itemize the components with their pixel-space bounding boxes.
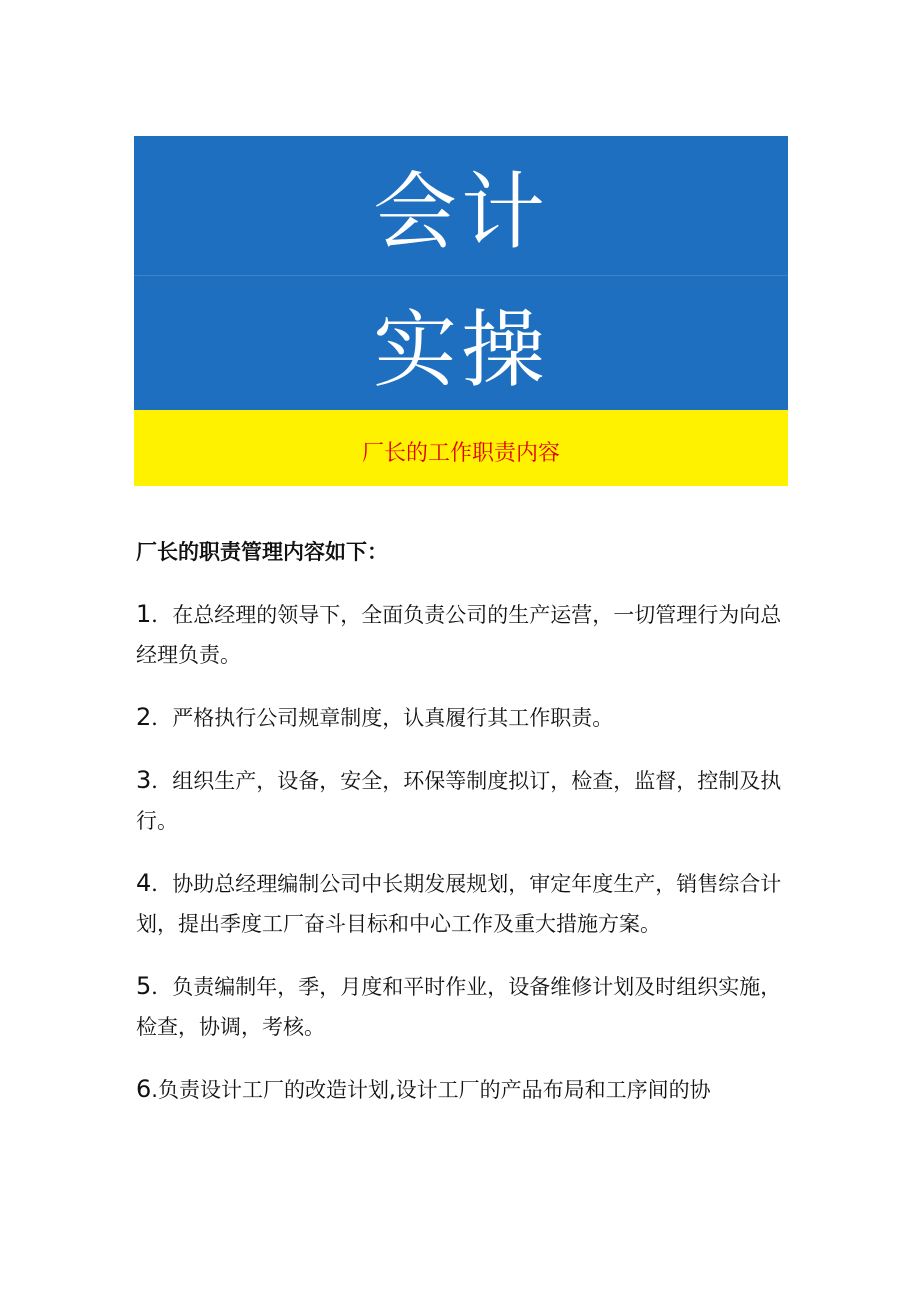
list-item-number: 3 xyxy=(136,766,152,794)
list-item-number: 6 xyxy=(136,1075,152,1103)
list-item xyxy=(136,863,792,944)
list-item-number: 2 xyxy=(136,703,152,731)
list-item-text: ．负责编制年，季，月度和平时作业，设备维修计划及时组织实施，检查，协调，考核。 xyxy=(136,975,782,1039)
banner-title-line-1: 会计 xyxy=(372,163,549,261)
list-item-number: 1 xyxy=(136,600,152,628)
list-item-text: ．组织生产，设备，安全，环保等制度拟订，检查，监督，控制及执行。 xyxy=(136,769,782,833)
section-heading: 厂长的职责管理内容如下： xyxy=(136,540,388,564)
list-item xyxy=(136,760,792,841)
banner-yellow-strip xyxy=(134,410,788,486)
list-item-text: ．严格执行公司规章制度，认真履行其工作职责。 xyxy=(151,706,614,730)
title-banner xyxy=(134,136,788,486)
list-item xyxy=(136,966,792,1047)
list-item-text: .负责设计工厂的改造计划,设计工厂的产品布局和工序间的协 xyxy=(151,1078,711,1102)
list-item xyxy=(136,594,792,675)
list-item-number: 5 xyxy=(136,972,152,1000)
list-item xyxy=(136,697,792,738)
list-item-text: ．协助总经理编制公司中长期发展规划，审定年度生产，销售综合计划，提出季度工厂奋斗目标和中心工作及重大措施方案。 xyxy=(136,872,782,936)
document-body xyxy=(136,532,792,1132)
banner-title-line-2: 实操 xyxy=(372,301,549,399)
list-item-number: 4 xyxy=(136,869,152,897)
banner-blue-panel xyxy=(134,136,788,410)
list-item xyxy=(136,1069,792,1110)
banner-divider xyxy=(134,275,788,276)
list-item-text: ．在总经理的领导下，全面负责公司的生产运营，一切管理行为向总经理负责。 xyxy=(136,603,782,667)
banner-subtitle: 厂长的工作职责内容 xyxy=(361,441,560,466)
